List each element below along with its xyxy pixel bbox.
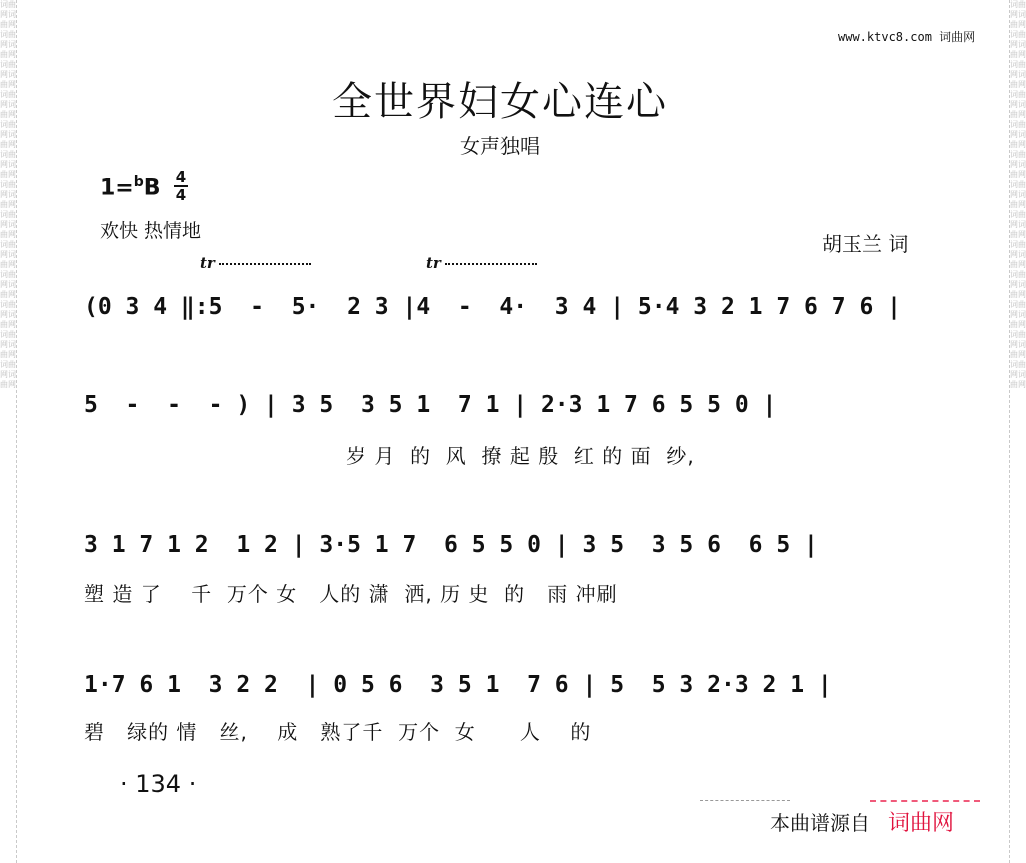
trill-mark-2: tr xyxy=(426,254,537,272)
meter-bottom: 4 xyxy=(175,186,187,204)
scan-artifact xyxy=(700,800,790,805)
tempo-marking: 欢快 热情地 xyxy=(100,220,202,242)
left-watermark-strip: 词曲网词曲网词曲网词曲网词曲网词曲网词曲网词曲网词曲网词曲网词曲网词曲网词曲网词曲网词曲网词曲网词曲网词曲网词曲网词曲网词曲网词曲网词曲网词曲网词曲网词曲网 xyxy=(0,0,17,863)
lyrics-row-3: 塑 造 了 千 万个 女 人的 潇 洒, 历 史 的 雨 冲刷 xyxy=(84,582,618,606)
score-row-1: (0 3 4 ‖:5 - 5· 2 3 |4 - 4· 3 4 | 5·4 3 2 1 7 6 7 6 | xyxy=(84,294,901,320)
time-signature xyxy=(174,170,188,202)
site-url[interactable]: www.ktvc8.com 词曲网 xyxy=(838,30,976,44)
lyrics-row-4: 碧 绿的 情 丝, 成 熟了千 万个 女 人 的 xyxy=(84,720,592,744)
source-label: 本曲谱源自 xyxy=(770,811,870,835)
key-note: B xyxy=(143,175,161,201)
meter-top: 4 xyxy=(175,168,187,186)
page-number: · 134 · xyxy=(120,770,197,798)
song-subtitle: 女声独唱 xyxy=(460,134,540,158)
trill-mark-1: tr xyxy=(200,254,311,272)
score-row-4: 1·7 6 1 3 2 2 | 0 5 6 3 5 1 7 6 | 5 5 3 2·3 2 1 | xyxy=(84,672,832,698)
score-row-2: 5 - - - ) | 3 5 3 5 1 7 1 | 2·3 1 7 6 5 5 0 | xyxy=(84,392,777,418)
flat-sign: b xyxy=(133,174,144,190)
key-prefix: 1= xyxy=(100,175,134,201)
lyrics-row-2: 岁 月 的 风 撩 起 殷 红 的 面 纱, xyxy=(346,444,695,468)
song-title: 全世界妇女心连心 xyxy=(332,79,668,125)
right-watermark-strip: 词曲网词曲网词曲网词曲网词曲网词曲网词曲网词曲网词曲网词曲网词曲网词曲网词曲网词曲网词曲网词曲网词曲网词曲网词曲网词曲网词曲网词曲网词曲网词曲网词曲网词曲网 xyxy=(1009,0,1026,863)
source-footer xyxy=(770,806,954,837)
key-signature xyxy=(100,174,161,200)
score-row-3: 3 1 7 1 2 1 2 | 3·5 1 7 6 5 5 0 | 3 5 3 5 6 6 5 | xyxy=(84,532,818,558)
source-brand-link[interactable]: 词曲网 xyxy=(888,811,955,836)
lyricist-credit: 胡玉兰 词 xyxy=(822,232,909,256)
